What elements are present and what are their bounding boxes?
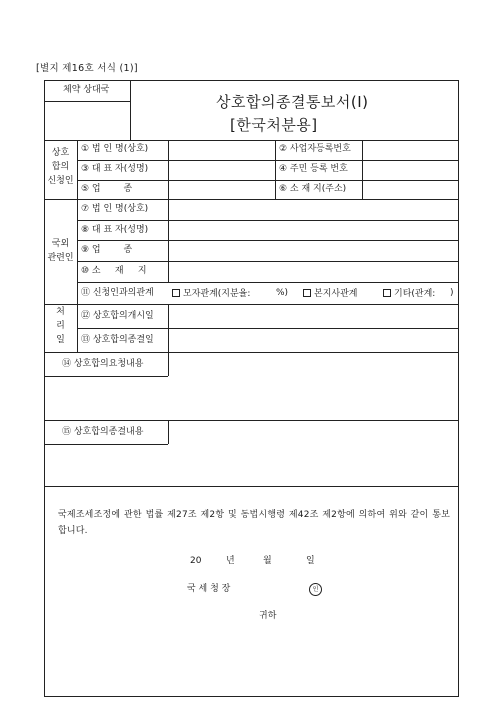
foreign-representative-label: ⑧ 대 표 자(성명)	[81, 225, 149, 235]
divider	[168, 140, 169, 283]
foreign-address-label: ⑩ 소 재 지	[81, 266, 147, 276]
other-relation-close: )	[450, 288, 454, 298]
request-content-label: ⑭ 상호합의요청내용	[62, 359, 144, 369]
mutual-agreement-start-label: ⑫ 상호합의개시일	[81, 311, 154, 321]
parent-relation-option: 모자관계(지분율:	[172, 289, 250, 299]
addressee-label: 귀하	[259, 611, 277, 621]
divider	[44, 444, 168, 445]
relation-to-applicant-label: ⑪ 신청인과의관계	[81, 288, 154, 298]
divider	[44, 140, 459, 141]
foreign-section-label: 국외 관련인	[47, 239, 74, 263]
divider	[77, 140, 78, 352]
parent-relation-checkbox[interactable]	[172, 289, 180, 297]
divider	[44, 304, 459, 305]
divider	[77, 220, 459, 221]
divider	[130, 80, 131, 140]
applicant-section-label: 상호 합의 신청인	[47, 148, 74, 186]
divider	[77, 261, 459, 262]
form-number: [별지 제16호 서식 (1)]	[36, 63, 138, 74]
divider	[44, 376, 168, 377]
divider	[44, 199, 459, 200]
divider	[77, 160, 459, 161]
other-relation-checkbox[interactable]	[383, 289, 391, 297]
date-month-label: 월	[263, 556, 272, 566]
applicant-biz-reg-no-label: ② 사업자등록번호	[279, 144, 351, 154]
signer-title: 국 세 청 장	[187, 584, 231, 594]
other-relation-option: 기타(관계:	[383, 289, 435, 299]
foreign-corp-name-label: ⑦ 법 인 명(상호)	[81, 204, 149, 214]
applicant-representative-label: ③ 대 표 자(성명)	[81, 164, 149, 174]
date-day-label: 일	[306, 556, 315, 566]
result-content-label: ⑮ 상호합의종결내용	[62, 427, 144, 437]
date-year-prefix: 20	[190, 556, 202, 566]
process-section-label: 처 리 일	[56, 307, 65, 345]
foreign-business-type-label: ⑨ 업 종	[81, 245, 133, 255]
divider	[168, 420, 169, 444]
form-title: 상호합의종결통보서(Ⅰ)	[216, 93, 369, 111]
divider	[44, 420, 459, 421]
divider	[77, 180, 459, 181]
divider	[44, 352, 459, 353]
divider	[44, 486, 459, 487]
form-subtitle: [한국처분용]	[230, 116, 318, 134]
divider	[77, 328, 459, 329]
divider	[77, 282, 459, 283]
applicant-address-label: ⑥ 소 재 지(주소)	[279, 184, 347, 194]
branch-relation-checkbox[interactable]	[303, 289, 311, 297]
mutual-agreement-end-label: ⑬ 상호합의종결일	[81, 335, 154, 345]
branch-relation-option: 본지사관계	[303, 289, 357, 299]
divider	[44, 101, 130, 102]
applicant-resident-no-label: ④ 주민 등록 번호	[279, 164, 348, 174]
divider	[275, 140, 276, 199]
treaty-country-label: 체약 상대국	[63, 85, 110, 95]
divider	[168, 352, 169, 376]
seal-icon: 인	[309, 583, 322, 596]
applicant-corp-name-label: ① 법 인 명(상호)	[81, 144, 149, 154]
share-ratio-unit: %)	[276, 288, 289, 298]
divider	[362, 140, 363, 199]
date-year-label: 년	[226, 556, 235, 566]
applicant-business-type-label: ⑤ 업 종	[81, 184, 133, 194]
declaration-text: 국제조세조정에 관한 법률 제27조 제2항 및 동법시행령 제42조 제2항에 의하여 위와 같이 통보합니다.	[58, 510, 450, 536]
divider	[168, 304, 169, 352]
divider	[77, 240, 459, 241]
